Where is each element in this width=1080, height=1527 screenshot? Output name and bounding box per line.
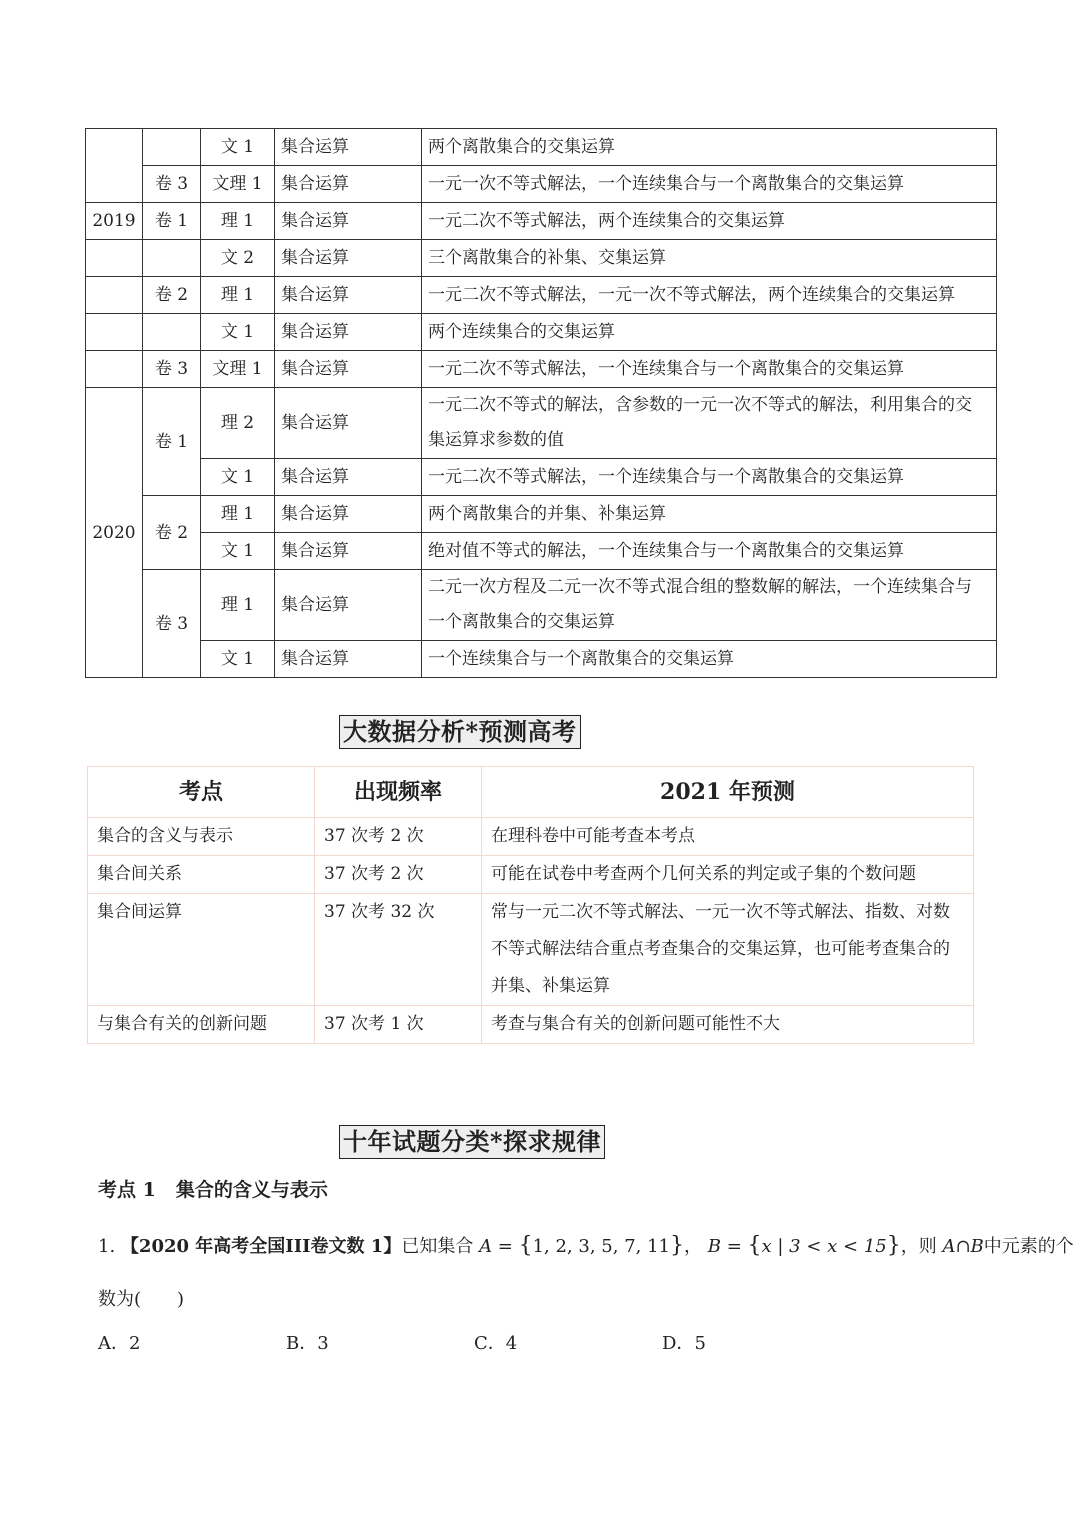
question-cell: 文 1 — [201, 129, 275, 166]
description-cell: 两个离散集合的并集、补集运算 — [422, 496, 997, 533]
frequency-cell: 37 次考 1 次 — [315, 1006, 482, 1044]
description-cell: 一元一次不等式解法，一个连续集合与一个离散集合的交集运算 — [422, 166, 997, 203]
question-cell: 文 1 — [201, 314, 275, 351]
volume-cell — [143, 129, 201, 166]
table-row — [86, 203, 997, 240]
table-row — [86, 496, 997, 533]
option-value: 3 — [317, 1333, 329, 1354]
year-cell: 2019 — [86, 203, 143, 240]
question-cell: 文 1 — [201, 459, 275, 496]
topic-cell: 集合运算 — [275, 351, 422, 388]
option-value: 2 — [129, 1333, 141, 1354]
description-cell: 一元二次不等式解法，一个连续集合与一个离散集合的交集运算 — [422, 351, 997, 388]
stem-text: ，则 — [900, 1236, 937, 1257]
section-title-big-data: 大数据分析*预测高考 — [339, 715, 581, 749]
table-row — [86, 570, 997, 641]
question-cell: 文 1 — [201, 533, 275, 570]
description-cell: 一元二次不等式解法，一元一次不等式解法，两个连续集合的交集运算 — [422, 277, 997, 314]
topic-cell: 集合运算 — [275, 129, 422, 166]
stem-text: 已知集合 — [401, 1236, 474, 1257]
topic-cell: 集合运算 — [275, 533, 422, 570]
table-row — [86, 166, 997, 203]
description-cell: 一元二次不等式的解法，含参数的一元一次不等式的解法，利用集合的交集运算求参数的值 — [422, 388, 997, 459]
year-cell — [86, 314, 143, 351]
volume-cell: 卷 2 — [143, 496, 201, 570]
table-row — [86, 533, 997, 570]
option-a — [98, 1329, 140, 1355]
prediction-table — [87, 766, 974, 1044]
option-d — [662, 1329, 706, 1355]
question-source: 【2020 年高考全国III卷文数 1】 — [120, 1236, 402, 1257]
year-cell — [86, 240, 143, 277]
table-row — [88, 856, 974, 894]
year-cell — [86, 351, 143, 388]
description-cell: 三个离散集合的补集、交集运算 — [422, 240, 997, 277]
description-cell: 二元一次方程及二元一次不等式混合组的整数解的解法，一个连续集合与一个离散集合的交集运算 — [422, 570, 997, 641]
kaodian-heading — [98, 1175, 328, 1202]
table-row — [86, 240, 997, 277]
question-cell: 理 2 — [201, 388, 275, 459]
question-stem: 1. 【2020 年高考全国III卷文数 1】已知集合 A = {1, 2, 3, 5, 7, 11}， B = {x | 3 < x < 15}，则 A∩B中元素的个 — [98, 1233, 1074, 1258]
volume-cell — [143, 314, 201, 351]
point-cell: 集合间关系 — [88, 856, 315, 894]
option-value: 4 — [505, 1333, 518, 1354]
prediction-cell: 在理科卷中可能考查本考点 — [482, 818, 974, 856]
question-cell: 理 1 — [201, 570, 275, 641]
volume-cell: 卷 2 — [143, 277, 201, 314]
topic-cell: 集合运算 — [275, 277, 422, 314]
question-cell: 文 2 — [201, 240, 275, 277]
option-b — [286, 1329, 329, 1355]
point-cell: 集合间运算 — [88, 894, 315, 1006]
table-row — [86, 459, 997, 496]
description-cell: 两个离散集合的交集运算 — [422, 129, 997, 166]
table-row — [88, 818, 974, 856]
topic-cell: 集合运算 — [275, 388, 422, 459]
topic-cell: 集合运算 — [275, 203, 422, 240]
year-cell — [86, 277, 143, 314]
table-row — [86, 388, 997, 459]
column-header: 2021 年预测 — [482, 767, 974, 818]
question-cell: 理 1 — [201, 277, 275, 314]
option-label: A． — [98, 1333, 129, 1354]
year-cell — [86, 129, 143, 203]
stem-text: 中元素的个 — [983, 1236, 1074, 1257]
option-label: D． — [662, 1333, 695, 1354]
set-b-name: B — [707, 1236, 721, 1257]
description-cell: 绝对值不等式的解法，一个连续集合与一个离散集合的交集运算 — [422, 533, 997, 570]
description-cell: 一个连续集合与一个离散集合的交集运算 — [422, 641, 997, 678]
column-header: 考点 — [88, 767, 315, 818]
question-cell: 文理 1 — [201, 351, 275, 388]
frequency-cell: 37 次考 2 次 — [315, 856, 482, 894]
question-cell: 文 1 — [201, 641, 275, 678]
question-cell: 文理 1 — [201, 166, 275, 203]
year-cell: 2020 — [86, 388, 143, 678]
question-number: 1. — [98, 1236, 116, 1257]
table-row — [86, 129, 997, 166]
volume-cell: 卷 3 — [143, 570, 201, 678]
volume-cell: 卷 3 — [143, 351, 201, 388]
table-row — [88, 1006, 974, 1044]
exam-history-table — [85, 128, 997, 678]
kaodian-title: 集合的含义与表示 — [175, 1179, 328, 1201]
table-row — [88, 894, 974, 1006]
point-cell: 集合的含义与表示 — [88, 818, 315, 856]
topic-cell: 集合运算 — [275, 240, 422, 277]
volume-cell: 卷 3 — [143, 166, 201, 203]
section-title-ten-years: 十年试题分类*探求规律 — [339, 1125, 605, 1159]
question-stem-continued: 数为( ) — [98, 1289, 185, 1310]
column-header: 出现频率 — [315, 767, 482, 818]
question-cell: 理 1 — [201, 496, 275, 533]
set-b-elements: x | 3 < x < 15 — [761, 1236, 887, 1257]
topic-cell: 集合运算 — [275, 166, 422, 203]
frequency-cell: 37 次考 32 次 — [315, 894, 482, 1006]
table-row — [86, 641, 997, 678]
prediction-cell: 常与一元二次不等式解法、一元一次不等式解法、指数、对数不等式解法结合重点考查集合的交集运算，也可能考查集合的并集、补集运算 — [482, 894, 974, 1006]
question-cell: 理 1 — [201, 203, 275, 240]
description-cell: 一元二次不等式解法，一个连续集合与一个离散集合的交集运算 — [422, 459, 997, 496]
volume-cell — [143, 240, 201, 277]
option-value: 5 — [694, 1333, 706, 1354]
volume-cell: 卷 1 — [143, 388, 201, 496]
kaodian-label: 考点 1 — [98, 1179, 156, 1201]
description-cell: 两个连续集合的交集运算 — [422, 314, 997, 351]
set-a-name: A — [479, 1236, 493, 1257]
option-label: B． — [286, 1333, 318, 1354]
point-cell: 与集合有关的创新问题 — [88, 1006, 315, 1044]
volume-cell: 卷 1 — [143, 203, 201, 240]
option-label: C． — [474, 1333, 506, 1354]
prediction-cell: 可能在试卷中考查两个几何关系的判定或子集的个数问题 — [482, 856, 974, 894]
table-row — [86, 277, 997, 314]
set-a-elements: 1, 2, 3, 5, 7, 11 — [532, 1236, 670, 1257]
option-c — [474, 1329, 517, 1355]
topic-cell: 集合运算 — [275, 314, 422, 351]
topic-cell: 集合运算 — [275, 570, 422, 641]
frequency-cell: 37 次考 2 次 — [315, 818, 482, 856]
description-cell: 一元二次不等式解法，两个连续集合的交集运算 — [422, 203, 997, 240]
set-expression: A∩B — [942, 1236, 984, 1257]
table-header-row — [88, 767, 974, 818]
topic-cell: 集合运算 — [275, 496, 422, 533]
table-row — [86, 351, 997, 388]
prediction-cell: 考查与集合有关的创新问题可能性不大 — [482, 1006, 974, 1044]
table-row — [86, 314, 997, 351]
topic-cell: 集合运算 — [275, 459, 422, 496]
topic-cell: 集合运算 — [275, 641, 422, 678]
